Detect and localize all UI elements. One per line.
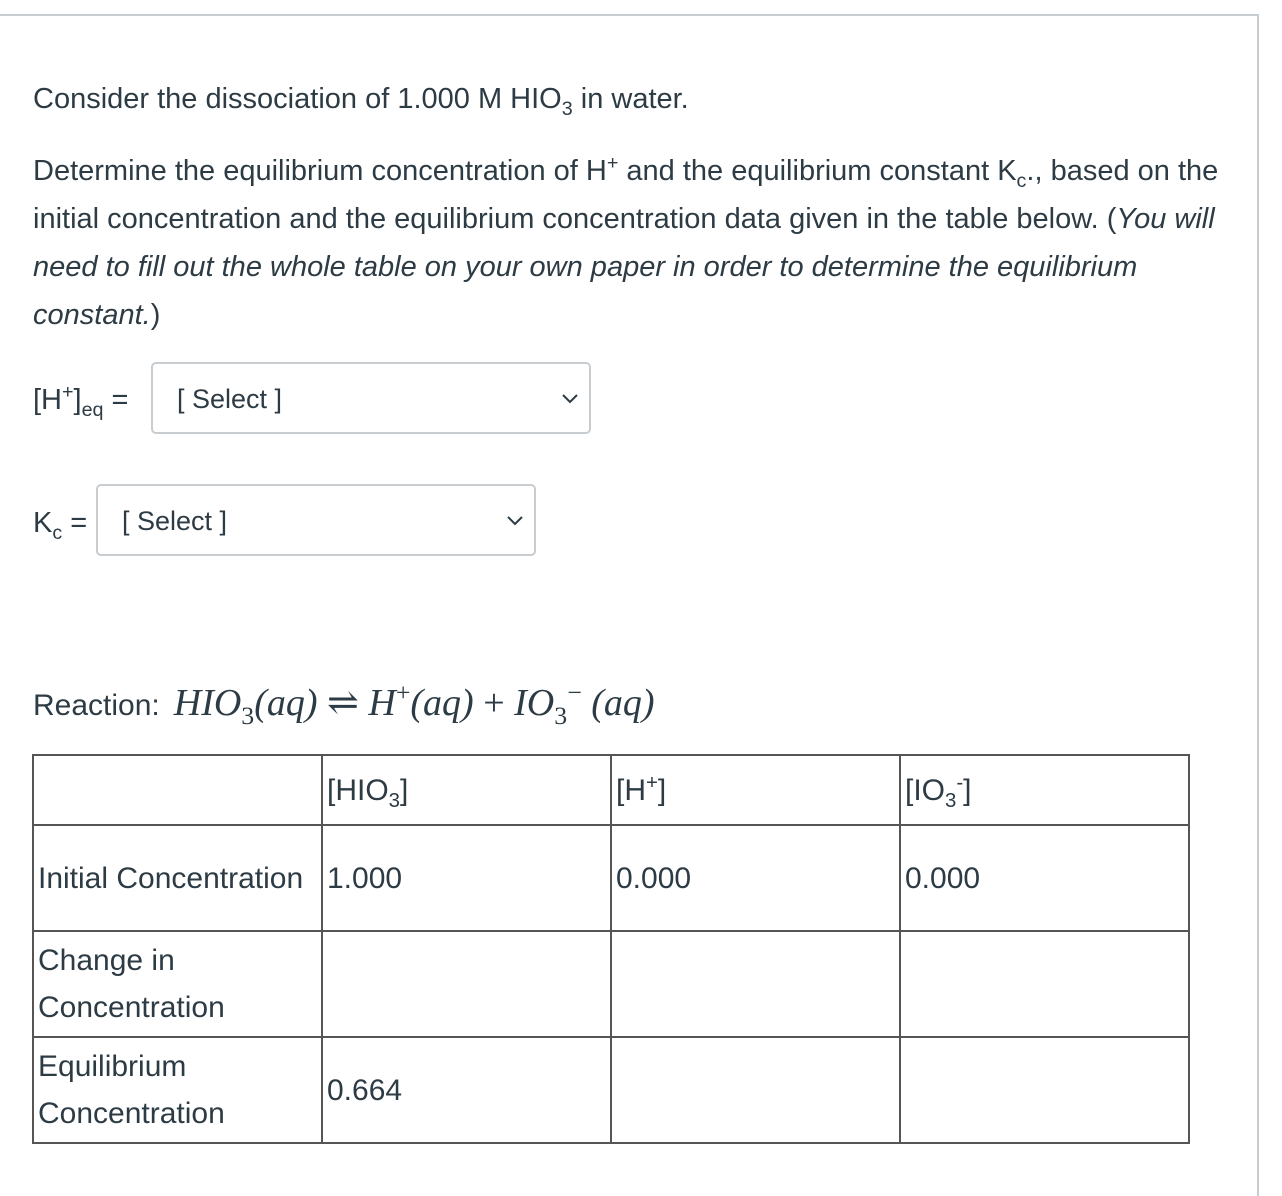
h-eq-select[interactable] bbox=[151, 362, 591, 434]
ice-table bbox=[32, 754, 1190, 1144]
chevron-down-icon bbox=[561, 389, 579, 407]
kc-select-value: [ Select ] bbox=[122, 506, 228, 536]
reaction-equation bbox=[33, 677, 655, 731]
right-divider bbox=[1257, 14, 1259, 1196]
header-hio3: $[HIO_3]$ bbox=[322, 755, 611, 825]
chevron-down-icon bbox=[506, 511, 524, 529]
reaction-formula: $HIO_3(aq)$ ⇌ $H^+(aq) + IO_3^-$ (aq) bbox=[173, 677, 655, 731]
row-label: Change in Concentration bbox=[33, 931, 322, 1037]
cell-io3 bbox=[900, 931, 1189, 1037]
cell-io3: 0.000 bbox=[900, 825, 1189, 931]
cell-h bbox=[611, 931, 900, 1037]
table-row bbox=[33, 931, 1189, 1037]
header-blank bbox=[33, 755, 322, 825]
cell-hio3 bbox=[322, 931, 611, 1037]
cell-hio3: 1.000 bbox=[322, 825, 611, 931]
reaction-label: Reaction: bbox=[33, 689, 160, 722]
h-eq-select-value: [ Select ] bbox=[177, 384, 283, 414]
top-divider bbox=[0, 14, 1258, 16]
question-intro: Consider the dissociation of 1.000 M $HIO_3$ in water. bbox=[33, 83, 689, 120]
cell-io3 bbox=[900, 1037, 1189, 1143]
kc-label: $K_c$ = bbox=[33, 507, 88, 544]
table-row bbox=[33, 825, 1189, 931]
h-eq-label: $[H^+]_{eq}$ = bbox=[33, 381, 129, 421]
table-row bbox=[33, 1037, 1189, 1143]
header-h: [H+] bbox=[611, 755, 900, 825]
kc-select[interactable] bbox=[96, 484, 536, 556]
header-io3: $[IO_3^-]$ bbox=[900, 755, 1189, 825]
cell-hio3: 0.664 bbox=[322, 1037, 611, 1143]
row-label: Initial Concentration bbox=[33, 825, 322, 931]
question-instructions: Determine the equilibrium concentration of H+ and the equilibrium constant $K_c$., based on the initial concentration and the equilibrium concentration data given in the table below. (You will need to fill out the whole table on your own paper in order to determine the equilibrium constant.) bbox=[33, 152, 1219, 331]
cell-h bbox=[611, 1037, 900, 1143]
row-label: Equilibrium Concentration bbox=[33, 1037, 322, 1143]
table-header-row bbox=[33, 755, 1189, 825]
cell-h: 0.000 bbox=[611, 825, 900, 931]
